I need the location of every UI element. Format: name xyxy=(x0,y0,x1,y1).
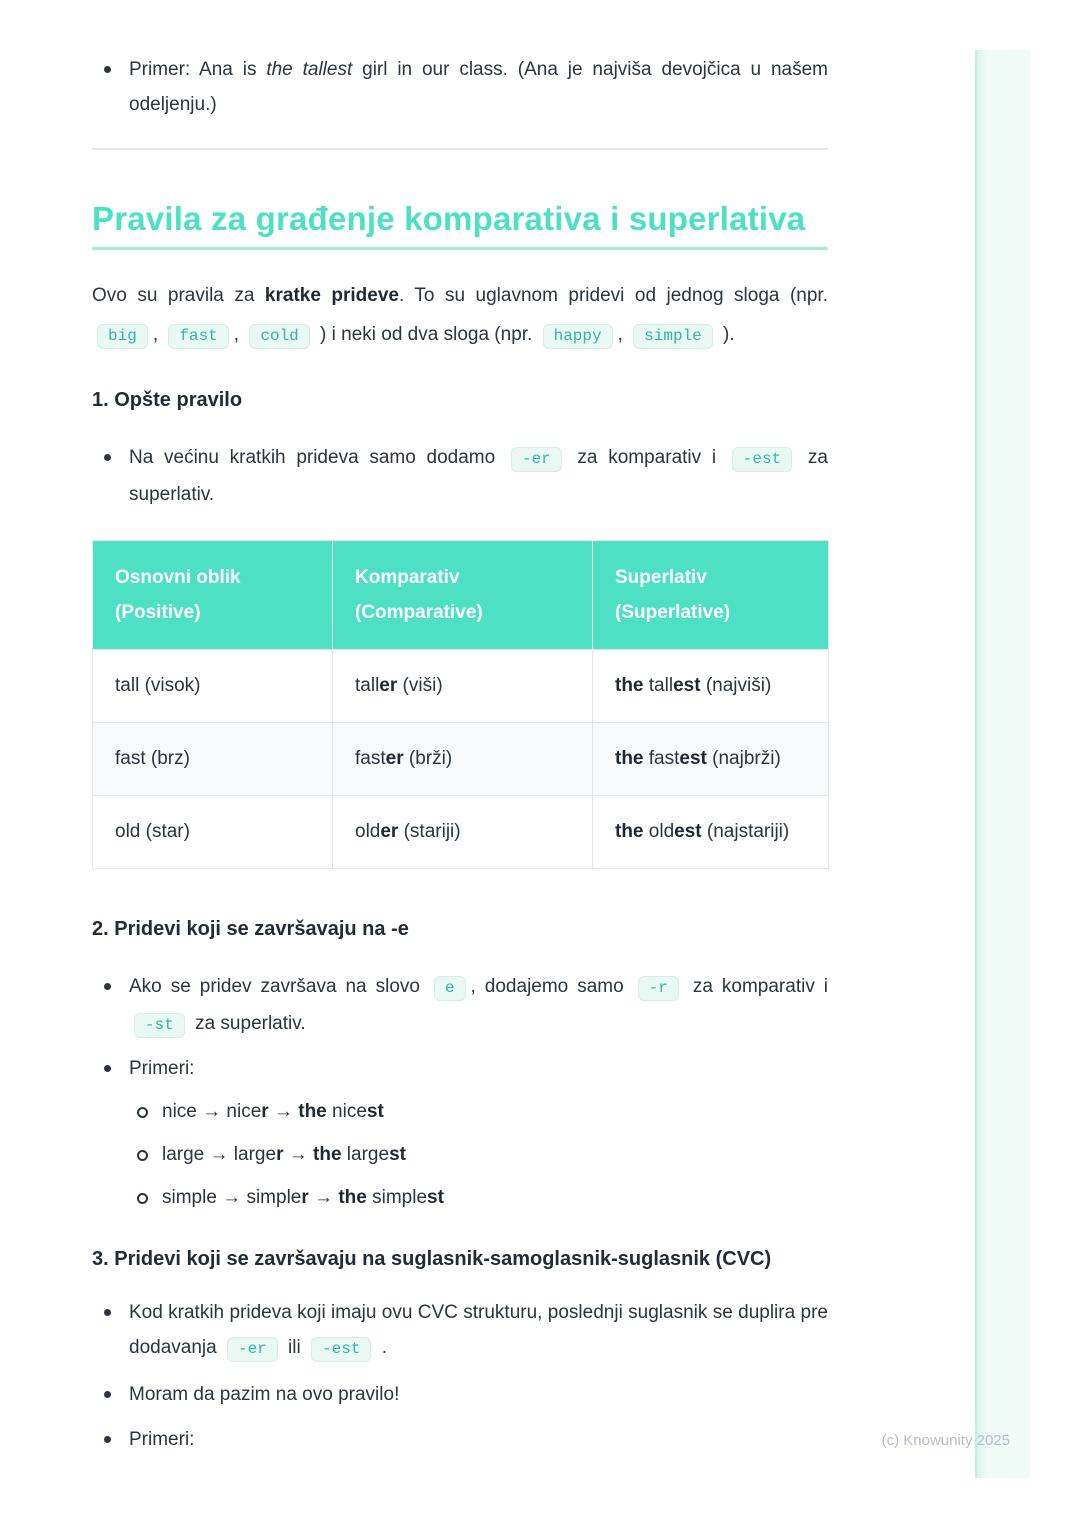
table-header-comparative xyxy=(333,541,593,650)
header-line: Osnovni oblik xyxy=(115,567,241,588)
header-line: Superlativ xyxy=(615,567,707,588)
table-cell: faster (brži) xyxy=(333,723,593,796)
section-divider xyxy=(92,148,828,150)
header-line: (Comparative) xyxy=(355,602,483,623)
warning-text: Moram da pazim na ovo pravilo! xyxy=(129,1384,400,1405)
section-2-rule-bullet xyxy=(92,969,828,1043)
circle-bullet xyxy=(137,1150,148,1161)
bullet-dot xyxy=(104,66,111,73)
bullet-dot xyxy=(104,454,111,461)
decorative-side-strip xyxy=(975,50,1030,1478)
table-cell: the tallest (najviši) xyxy=(593,650,829,723)
table-cell: the oldest (najstariji) xyxy=(593,796,829,869)
table-row xyxy=(93,650,829,723)
table-row xyxy=(93,723,829,796)
example-item xyxy=(137,1181,828,1215)
example-item xyxy=(137,1095,828,1129)
table-cell: old (star) xyxy=(93,796,333,869)
example-text: large → larger → the largest xyxy=(162,1144,406,1165)
section-3-rule-text: Kod kratkih prideva koji imaju ovu CVC strukturu, poslednji suglasnik se duplira pre dodavanja -er ili -est . xyxy=(129,1295,828,1367)
intro-paragraph: Ovo su pravila za kratke prideve. To su uglavnom pridevi od jednog sloga (npr. big , fast , cold ) i neki od dva sloga (npr. happy , simple ). xyxy=(92,276,828,356)
section-3-rule-bullet xyxy=(92,1295,828,1367)
bullet-dot xyxy=(104,1309,111,1316)
section-3-title: 3. Pridevi koji se završavaju na suglasnik-samoglasnik-suglasnik (CVC) xyxy=(92,1248,772,1270)
table-header-superlative xyxy=(593,541,829,650)
table-cell: taller (viši) xyxy=(333,650,593,723)
title-underline xyxy=(92,247,828,250)
example-text: simple → simpler → the simplest xyxy=(162,1187,444,1208)
circle-bullet xyxy=(137,1193,148,1204)
copyright-note: (c) Knowunity 2025 xyxy=(881,1432,1010,1449)
section-2-rule-text: Ako se pridev završava na slovo e , dodajemo samo -r za komparativ i -st za superlativ. xyxy=(129,969,828,1043)
table-cell: the fastest (najbrži) xyxy=(593,723,829,796)
section-2-examples-bullet xyxy=(92,1051,828,1086)
lead-example-text: Primer: Ana is the tallest girl in our class. (Ana je najviša devojčica u našem odeljenju.) xyxy=(129,59,828,115)
section-3-warning-bullet xyxy=(92,1377,828,1412)
table-cell: fast (brz) xyxy=(93,723,333,796)
header-line: (Positive) xyxy=(115,602,201,623)
section-2-title: 2. Pridevi koji se završavaju na -e xyxy=(92,918,409,940)
table-header-positive xyxy=(93,541,333,650)
examples-list xyxy=(137,1095,828,1215)
section-1-title: 1. Opšte pravilo xyxy=(92,389,243,411)
comparison-table xyxy=(92,540,829,869)
bullet-dot xyxy=(104,1391,111,1398)
circle-bullet xyxy=(137,1107,148,1118)
bullet-dot xyxy=(104,1065,111,1072)
example-text: nice → nicer → the nicest xyxy=(162,1101,384,1122)
table-header-row xyxy=(93,541,829,650)
table-cell: tall (visok) xyxy=(93,650,333,723)
table-cell: older (stariji) xyxy=(333,796,593,869)
bullet-dot xyxy=(104,983,111,990)
examples-label: Primeri: xyxy=(129,1429,195,1450)
document-content xyxy=(92,0,828,1457)
section-1-rule-text: Na većinu kratkih prideva samo dodamo -er za komparativ i -est za superlativ. xyxy=(129,447,828,505)
header-line: (Superlative) xyxy=(615,602,731,623)
section-3-examples-bullet xyxy=(92,1422,828,1457)
page-title: Pravila za građenje komparativa i superlativa xyxy=(92,200,806,237)
header-line: Komparativ xyxy=(355,567,460,588)
example-item xyxy=(137,1138,828,1172)
examples-label: Primeri: xyxy=(129,1058,195,1079)
table-row xyxy=(93,796,829,869)
lead-example-bullet xyxy=(92,52,828,122)
section-1-rule-bullet xyxy=(92,440,828,512)
bullet-dot xyxy=(104,1436,111,1443)
